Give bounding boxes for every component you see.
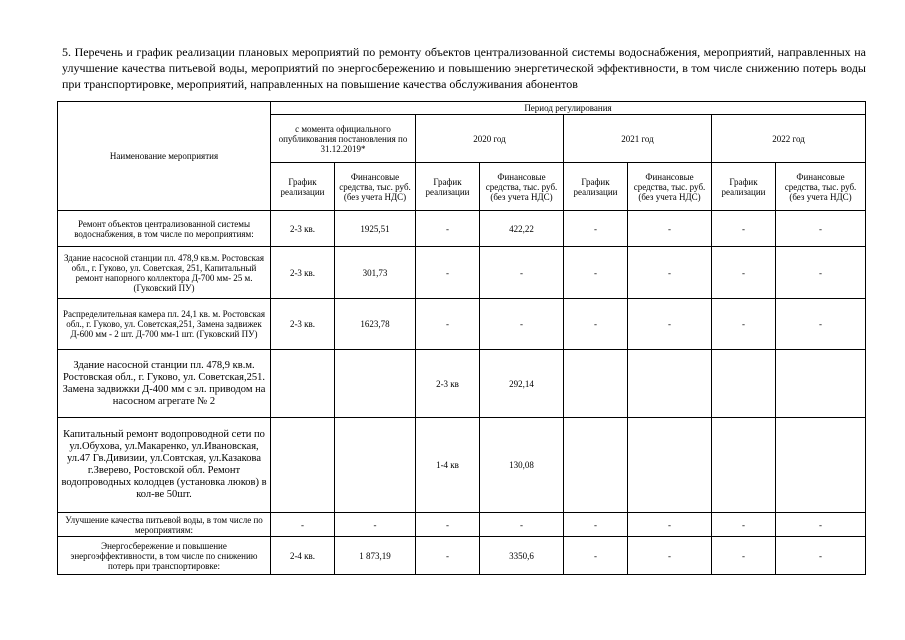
table-cell: 2-4 кв. (271, 537, 335, 575)
table-cell (335, 418, 416, 513)
activity-name: Распределительная камера пл. 24,1 кв. м. Ростовская обл., г. Гуково, ул. Советская,251, Замена задвижек Д-600 мм - 2 шт. Д-700 мм-1 шт. (Гуковский ПУ) (58, 299, 271, 350)
table-cell (564, 350, 628, 418)
header-finance-2022: Финансовые средства, тыс. руб. (без учета НДС) (776, 163, 866, 211)
table-cell: - (416, 247, 480, 299)
table-cell: - (564, 513, 628, 537)
table-cell: - (416, 513, 480, 537)
header-finance-2019: Финансовые средства, тыс. руб. (без учета НДС) (335, 163, 416, 211)
table-cell: - (628, 211, 712, 247)
table-cell: - (628, 247, 712, 299)
activities-table (57, 101, 866, 575)
activity-name: Ремонт объектов централизованной системы водоснабжения, в том числе по мероприятиям: (58, 211, 271, 247)
table-cell: - (564, 211, 628, 247)
activity-name: Здание насосной станции пл. 478,9 кв.м. Ростовская обл., г. Гуково, ул. Советская,251. Замена задвижки Д-400 мм с эл. приводом на насосном агрегате № 2 (58, 350, 271, 418)
table-cell: 1925,51 (335, 211, 416, 247)
header-activity-name: Наименование мероприятия (58, 102, 271, 211)
table-cell: - (564, 537, 628, 575)
table-cell (776, 350, 866, 418)
table-cell: - (776, 299, 866, 350)
table-cell: 3350,6 (480, 537, 564, 575)
header-finance-2020: Финансовые средства, тыс. руб. (без учета НДС) (480, 163, 564, 211)
table-cell (271, 350, 335, 418)
table-cell: 422,22 (480, 211, 564, 247)
table-cell: 1 873,19 (335, 537, 416, 575)
table-cell: - (480, 513, 564, 537)
table-cell: - (712, 299, 776, 350)
header-year-2020: 2020 год (416, 115, 564, 163)
table-cell: - (628, 537, 712, 575)
table-cell: 2-3 кв. (271, 247, 335, 299)
table-cell: 301,73 (335, 247, 416, 299)
table-cell (335, 350, 416, 418)
table-cell: - (712, 211, 776, 247)
table-cell: 130,08 (480, 418, 564, 513)
table-cell (712, 350, 776, 418)
table-cell (628, 418, 712, 513)
header-year-2021: 2021 год (564, 115, 712, 163)
table-cell: - (480, 299, 564, 350)
header-schedule-2019: График реализации (271, 163, 335, 211)
table-cell: - (776, 247, 866, 299)
table-row (58, 537, 866, 575)
activity-name: Здание насосной станции пл. 478,9 кв.м. Ростовская обл., г. Гуково, ул. Советская, 251, Капитальный ремонт напорного коллектора Д-700 мм- 25 м. (Гуковский ПУ) (58, 247, 271, 299)
header-year-2019: с момента официального опубликования постановления по 31.12.2019* (271, 115, 416, 163)
table-cell (628, 350, 712, 418)
table-cell: - (776, 211, 866, 247)
table-cell: - (712, 537, 776, 575)
table-cell: 1623,78 (335, 299, 416, 350)
table-cell: 1-4 кв (416, 418, 480, 513)
header-schedule-2021: График реализации (564, 163, 628, 211)
table-cell: - (480, 247, 564, 299)
table-cell (776, 418, 866, 513)
table-cell: - (628, 513, 712, 537)
table-cell: - (776, 537, 866, 575)
table-cell: - (416, 537, 480, 575)
table-row (58, 299, 866, 350)
table-cell: - (271, 513, 335, 537)
table-cell: - (335, 513, 416, 537)
header-year-2022: 2022 год (712, 115, 866, 163)
table-cell: 2-3 кв. (271, 299, 335, 350)
table-row (58, 211, 866, 247)
table-cell: 292,14 (480, 350, 564, 418)
table-row (58, 418, 866, 513)
table-row (58, 513, 866, 537)
activity-name: Капитальный ремонт водопроводной сети по ул.Обухова, ул.Макаренко, ул.Ивановская, ул.47 Гв.Дивизии, ул.Совтская, ул.Казакова г.Зверево, Ростовской обл. Ремонт водопроводных колодцев (установка люков) в кол-ве 50шт. (58, 418, 271, 513)
header-finance-2021: Финансовые средства, тыс. руб. (без учета НДС) (628, 163, 712, 211)
table-cell (712, 418, 776, 513)
header-schedule-2020: График реализации (416, 163, 480, 211)
activity-name: Энергосбережение и повышение энергоэффективности, в том числе по снижению потерь при транспортировке: (58, 537, 271, 575)
table-cell: - (712, 513, 776, 537)
table-cell (564, 418, 628, 513)
table-cell (271, 418, 335, 513)
table-cell: 2-3 кв (416, 350, 480, 418)
header-schedule-2022: График реализации (712, 163, 776, 211)
section-heading: 5. Перечень и график реализации плановых мероприятий по ремонту объектов централизованной системы водоснабжения, мероприятий, направленных на улучшение качества питьевой воды, мероприятий по энергосбережению и повышению энергетической эффективности, в том числе снижению потерь воды при транспортировке, мероприятий, направленных на повышение качества обслуживания абонентов (62, 45, 866, 91)
table-cell: 2-3 кв. (271, 211, 335, 247)
table-cell: - (564, 247, 628, 299)
table-cell: - (416, 211, 480, 247)
header-period: Период регулирования (271, 102, 866, 115)
table-cell: - (416, 299, 480, 350)
table-row (58, 350, 866, 418)
table-cell: - (628, 299, 712, 350)
table-row (58, 247, 866, 299)
table-cell: - (712, 247, 776, 299)
table-cell: - (776, 513, 866, 537)
activity-name: Улучшение качества питьевой воды, в том числе по мероприятиям: (58, 513, 271, 537)
table-cell: - (564, 299, 628, 350)
